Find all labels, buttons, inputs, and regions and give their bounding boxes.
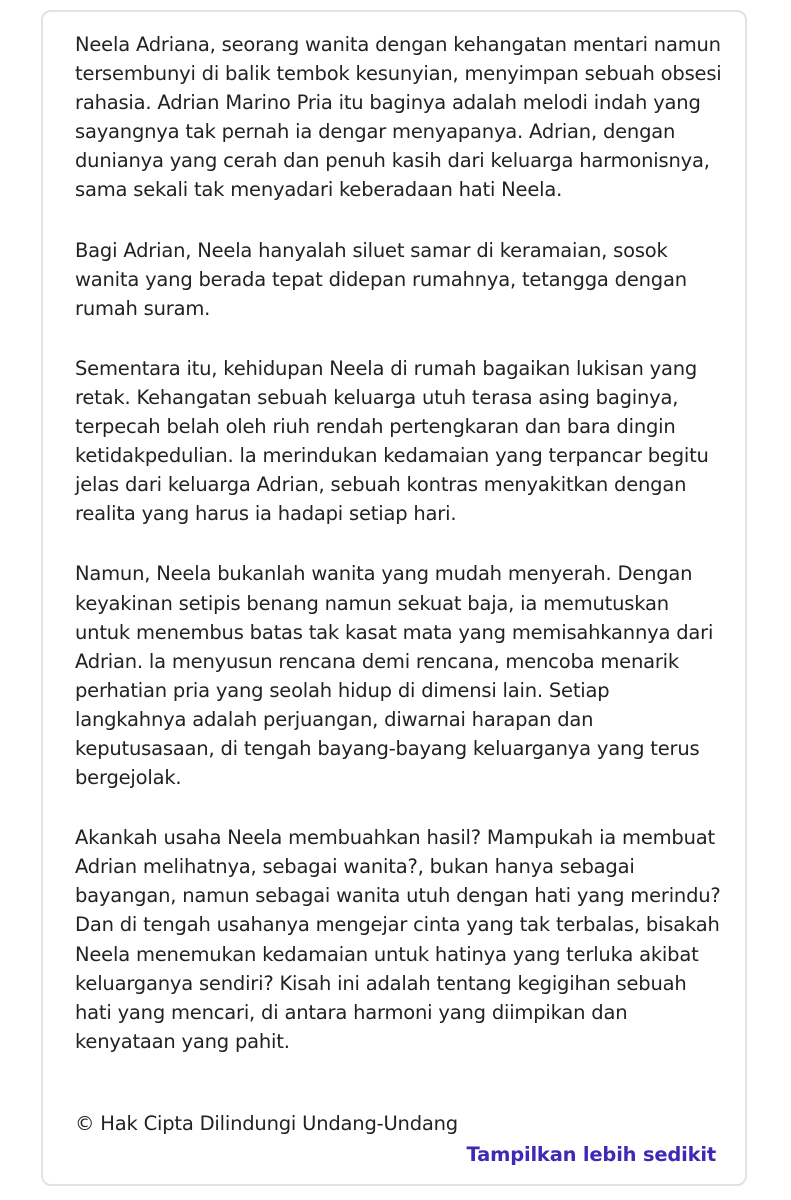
synopsis-card xyxy=(41,10,747,1186)
synopsis-paragraph-4: Namun, Neela bukanlah wanita yang mudah menyerah. Dengan keyakinan setipis benang namun sekuat baja, ia memutuskan untuk menembus batas tak kasat mata yang memisahkannya dari Adrian. la menyusun rencana demi rencana, mencoba menarik perhatian pria yang seolah hidup di dimensi lain. Setiap langkahnya adalah perjuangan, diwarnai harapan dan keputusasaan, di tengah bayang-bayang keluarganya yang terus bergejolak. xyxy=(75,562,714,790)
copyright-notice: © Hak Cipta Dilindungi Undang-Undang xyxy=(75,1112,458,1135)
synopsis-paragraph-2: Bagi Adrian, Neela hanyalah siluet samar di keramaian, sosok wanita yang berada tepat didepan rumahnya, tetangga dengan rumah suram. xyxy=(75,238,687,320)
show-less-button[interactable]: Tampilkan lebih sedikit xyxy=(466,1143,716,1166)
synopsis-paragraph-3: Sementara itu, kehidupan Neela di rumah bagaikan lukisan yang retak. Kehangatan sebuah keluarga utuh terasa asing baginya, terpecah belah oleh riuh rendah pertengkaran dan bara dingin ketidakpedulian. la merindukan kedamaian yang terpancar begitu jelas dari keluarga Adrian, sebuah kontras menyakitkan dengan realita yang harus ia hadapi setiap hari. xyxy=(75,356,709,526)
synopsis-paragraph-5: Akankah usaha Neela membuahkan hasil? Mampukah ia membuat Adrian melihatnya, sebagai wanita?, bukan hanya sebagai bayangan, namun sebagai wanita utuh dengan hati yang merindu? Dan di tengah usahanya mengejar cinta yang tak terbalas, bisakah Neela menemukan kedamaian untuk hatinya yang terluka akibat keluarganya sendiri? Kisah ini adalah tentang kegigihan sebuah hati yang mencari, di antara harmoni yang diimpikan dan kenyataan yang pahit. xyxy=(75,826,721,1053)
synopsis-text xyxy=(75,30,725,1087)
synopsis-paragraph-1: Neela Adriana, seorang wanita dengan kehangatan mentari namun tersembunyi di balik tembok kesunyian, menyimpan sebuah obsesi rahasia. Adrian Marino Pria itu baginya adalah melodi indah yang sayangnya tak pernah ia dengar menyapanya. Adrian, dengan dunianya yang cerah dan penuh kasih dari keluarga harmonisnya, sama sekali tak menyadari keberadaan hati Neela. xyxy=(75,33,722,202)
